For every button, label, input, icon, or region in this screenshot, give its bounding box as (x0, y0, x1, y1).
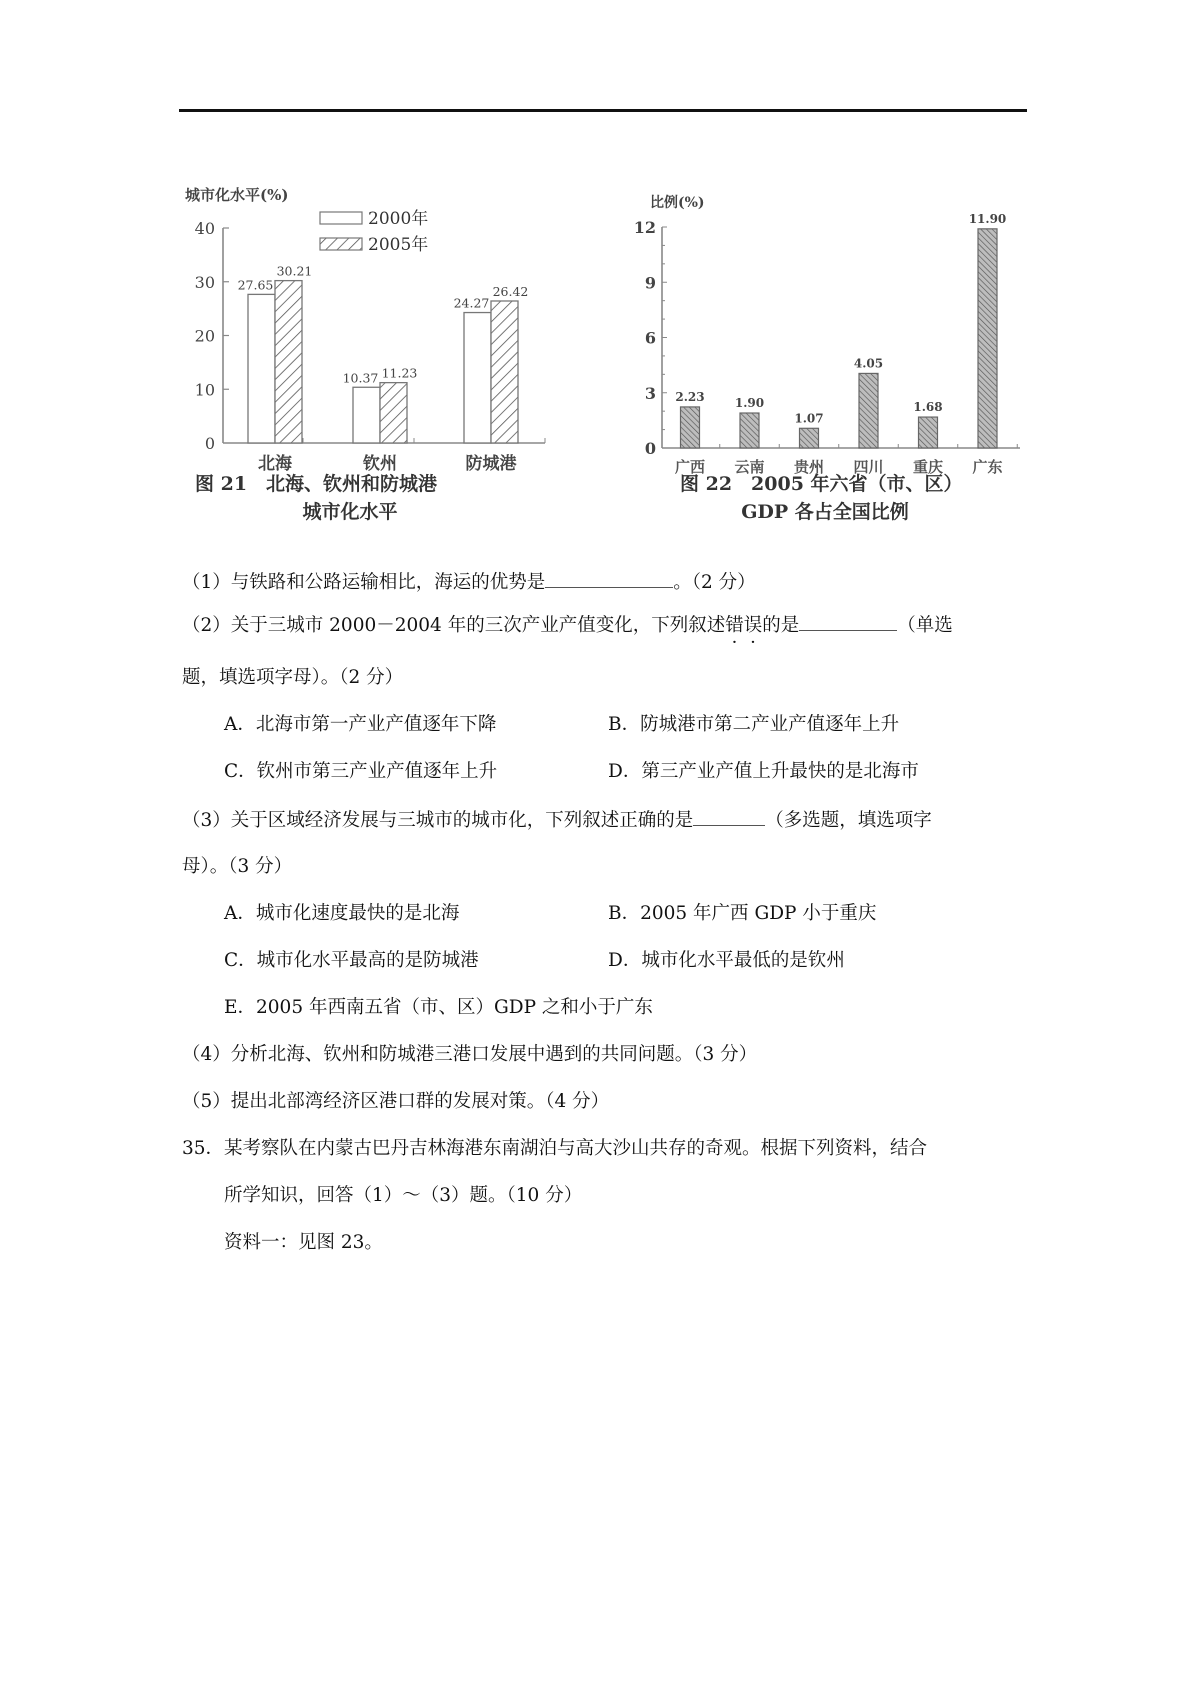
x-tick-label: 四川 (853, 458, 884, 476)
q2-option-c: C．钦州市第三产业产值逐年上升 (224, 761, 498, 782)
x-tick-label: 贵州 (793, 458, 825, 476)
y-tick-label: 6 (644, 328, 656, 348)
x-tick-label: 防城港 (465, 454, 517, 474)
chart-gdp-share (620, 180, 1030, 476)
x-tick-label: 广东 (972, 458, 1003, 476)
bar-2000 (353, 387, 380, 443)
question-3-cont: 母）。（3 分） (182, 856, 293, 877)
q2-option-b: B．防城港市第二产业产值逐年上升 (608, 714, 900, 735)
figure-22-caption-line1: 图 22 2005 年六省（市、区） (680, 473, 963, 495)
bar-2000 (248, 294, 275, 443)
legend-swatch-2000 (320, 212, 362, 224)
answer-blank-1[interactable] (545, 569, 673, 588)
y-tick-label: 10 (194, 380, 215, 400)
figure-21-caption-line2: 城市化水平 (302, 501, 398, 523)
question-4: （4）分析北海、钦州和防城港三港口发展中遇到的共同问题。（3 分） (182, 1044, 758, 1065)
y-tick-label: 0 (204, 434, 215, 453)
y-tick-label: 3 (644, 383, 656, 403)
q3-option-a: A．城市化速度最快的是北海 (224, 903, 460, 924)
question-35: 35．某考察队在内蒙古巴丹吉林海港东南湖泊与高大沙山共存的奇观。根据下列资料，结合 (182, 1138, 928, 1159)
bar-gdp-share (681, 407, 700, 448)
bar-value-label: 11.23 (381, 365, 418, 381)
bar-gdp-share (978, 229, 997, 448)
answer-blank-3[interactable] (693, 807, 765, 826)
bar-value-label: 30.21 (276, 263, 313, 279)
header-rule (179, 109, 1027, 112)
answer-blank-2[interactable] (799, 612, 897, 631)
y-tick-label: 40 (194, 219, 215, 238)
question-3: （3）关于区域经济发展与三城市的城市化，下列叙述正确的是 （多选题，填选项字 (182, 807, 932, 833)
x-tick-label: 北海 (258, 454, 292, 474)
legend-swatch-2005 (320, 238, 362, 250)
x-tick-label: 重庆 (912, 458, 944, 476)
question-35-cont: 所学知识，回答（1）～（3）题。（10 分） (224, 1185, 583, 1206)
bar-value-label: 1.90 (734, 396, 765, 411)
q3-option-e: E．2005 年西南五省（市、区）GDP 之和小于广东 (224, 997, 653, 1018)
figure-21-caption (195, 470, 505, 526)
figure-22-caption (680, 470, 970, 526)
question-2: （2）关于三城市 2000－2004 年的三次产业产值变化，下列叙述错误的是 （单选 (182, 612, 953, 638)
q3-option-c: C．城市化水平最高的是防城港 (224, 950, 479, 971)
y-tick-label: 9 (644, 273, 656, 293)
bar-value-label: 27.65 (237, 277, 274, 293)
bar-value-label: 10.37 (342, 370, 379, 386)
y-axis-label: 城市化水平(%) (185, 186, 289, 204)
x-tick-label: 云南 (734, 458, 765, 476)
x-tick-label: 广西 (674, 458, 706, 476)
chart-urbanization (180, 180, 560, 474)
bar-value-label: 26.42 (492, 283, 529, 299)
question-35-material: 资料一：见图 23。 (224, 1232, 383, 1253)
question-5: （5）提出北部湾经济区港口群的发展对策。（4 分） (182, 1091, 610, 1112)
y-tick-label: 12 (633, 218, 656, 237)
figure-21-caption-line1: 图 21 北海、钦州和防城港 (195, 473, 438, 495)
q3-option-b: B．2005 年广西 GDP 小于重庆 (608, 903, 877, 924)
bar-gdp-share (800, 428, 819, 448)
bar-2005 (491, 301, 518, 443)
bar-2005 (380, 383, 407, 443)
y-axis-label: 比例(%) (650, 195, 705, 211)
bar-gdp-share (859, 373, 878, 448)
y-tick-label: 0 (644, 439, 656, 458)
bar-gdp-share (919, 417, 938, 448)
legend-label-2005: 2005年 (368, 235, 429, 255)
bar-value-label: 11.90 (968, 211, 1007, 226)
figure-22-caption-line2: GDP 各占全国比例 (741, 501, 909, 523)
y-tick-label: 20 (194, 326, 215, 346)
y-tick-label: 30 (194, 272, 215, 292)
q2-option-d: D．第三产业产值上升最快的是北海市 (608, 761, 919, 782)
bar-2000 (464, 313, 491, 443)
bar-value-label: 2.23 (675, 389, 705, 404)
legend-label-2000: 2000年 (368, 209, 429, 229)
q2-option-a: A．北海市第一产业产值逐年下降 (224, 714, 497, 735)
question-1: （1）与铁路和公路运输相比，海运的优势是 。（2 分） (182, 569, 756, 595)
q3-option-d: D．城市化水平最低的是钦州 (608, 950, 845, 971)
bar-value-label: 1.68 (913, 400, 943, 415)
bar-value-label: 1.07 (794, 411, 824, 426)
bar-value-label: 24.27 (453, 295, 490, 311)
bar-value-label: 4.05 (853, 356, 884, 371)
bar-2005 (275, 281, 302, 443)
bar-gdp-share (740, 413, 759, 448)
question-2-cont: 题，填选项字母）。（2 分） (182, 667, 404, 688)
x-tick-label: 钦州 (363, 454, 397, 474)
